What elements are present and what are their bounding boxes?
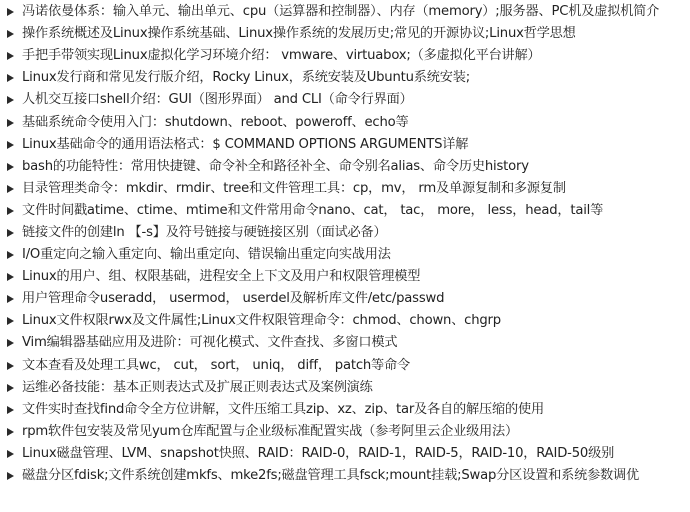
list-item xyxy=(0,399,690,421)
list-item-text: Linux文件权限rwx及文件属性;Linux文件权限管理命令：chmod、chown、chgrp xyxy=(22,313,501,329)
list-item xyxy=(0,200,690,222)
list-item-text: 文件实时查找find命令全方位讲解，文件压缩工具zip、xz、zip、tar及各自的解压缩的使用 xyxy=(22,401,544,417)
triangle-bullet-icon xyxy=(7,339,14,347)
list-item xyxy=(0,156,690,178)
triangle-bullet-icon xyxy=(7,251,14,259)
list-item-text: 冯诺依曼体系：输入单元、输出单元、cpu（运算器和控制器）、内存（memory）;服务器、PC机及虚拟机简介 xyxy=(22,4,660,20)
triangle-bullet-icon xyxy=(7,52,14,60)
list-item xyxy=(0,465,690,487)
list-item xyxy=(0,178,690,200)
triangle-bullet-icon xyxy=(7,8,14,16)
list-item xyxy=(0,288,690,310)
list-item xyxy=(0,310,690,332)
triangle-bullet-icon xyxy=(7,30,14,38)
triangle-bullet-icon xyxy=(7,384,14,392)
list-item-text: Linux基础命令的通用语法格式：$ COMMAND OPTIONS ARGUMENTS详解 xyxy=(22,136,469,152)
list-item-text: 基础系统命令使用入门：shutdown、reboot、poweroff、echo等 xyxy=(22,114,409,130)
list-item xyxy=(0,23,690,45)
list-item xyxy=(0,89,690,111)
list-item xyxy=(0,377,690,399)
list-item xyxy=(0,355,690,377)
list-item xyxy=(0,244,690,266)
triangle-bullet-icon xyxy=(7,96,14,104)
triangle-bullet-icon xyxy=(7,472,14,480)
triangle-bullet-icon xyxy=(7,406,14,414)
list-item xyxy=(0,222,690,244)
triangle-bullet-icon xyxy=(7,450,14,458)
list-item-text: 文件时间戳atime、ctime、mtime和文件常用命令nano、cat， tac， more， less，head，tail等 xyxy=(22,202,604,218)
list-item xyxy=(0,111,690,133)
triangle-bullet-icon xyxy=(7,428,14,436)
list-item-text: 磁盘分区fdisk;文件系统创建mkfs、mke2fs;磁盘管理工具fsck;mount挂载;Swap分区设置和系统参数调优 xyxy=(22,468,640,484)
triangle-bullet-icon xyxy=(7,295,14,303)
list-item xyxy=(0,266,690,288)
list-item-text: 人机交互接口shell介绍：GUI（图形界面） and CLI（命令行界面） xyxy=(22,92,413,108)
list-item-text: Linux磁盘管理、LVM、snapshot快照、RAID：RAID-0，RAID-1，RAID-5，RAID-10，RAID-50级别 xyxy=(22,445,615,461)
list-item xyxy=(0,134,690,156)
list-item-text: 链接文件的创建ln 【-s】及符号链接与硬链接区别（面试必备） xyxy=(22,224,387,240)
list-item-text: 用户管理命令useradd， usermod， userdel及解析库文件/etc/passwd xyxy=(22,291,445,307)
triangle-bullet-icon xyxy=(7,362,14,370)
triangle-bullet-icon xyxy=(7,273,14,281)
list-item xyxy=(0,443,690,465)
triangle-bullet-icon xyxy=(7,229,14,237)
list-item-text: 运维必备技能：基本正则表达式及扩展正则表达式及案例演练 xyxy=(22,379,373,395)
list-item xyxy=(0,421,690,443)
list-item-text: Linux的用户、组、权限基础，进程安全上下文及用户和权限管理模型 xyxy=(22,269,421,285)
list-item-text: 目录管理类命令：mkdir、rmdir、tree和文件管理工具：cp，mv， rm及单源复制和多源复制 xyxy=(22,180,566,196)
list-item-text: rpm软件包安装及常见yum仓库配置与企业级标准配置实战（参考阿里云企业级用法） xyxy=(22,423,519,439)
triangle-bullet-icon xyxy=(7,163,14,171)
list-item-text: Vim编辑器基础应用及进阶：可视化模式、文件查找、多窗口模式 xyxy=(22,335,398,351)
triangle-bullet-icon xyxy=(7,74,14,82)
list-item-text: bash的功能特性：常用快捷键、命令补全和路径补全、命令别名alias、命令历史history xyxy=(22,158,529,174)
list-item-text: 手把手带领实现Linux虚拟化学习环境介绍： vmware、virtuabox;（多虚拟化平台讲解） xyxy=(22,48,541,64)
list-item-text: Linux发行商和常见发行版介绍，Rocky Linux，系统安装及Ubuntu系统安装; xyxy=(22,70,470,86)
list-item xyxy=(0,332,690,354)
list-item-text: 操作系统概述及Linux操作系统基础、Linux操作系统的发展历史;常见的开源协议;Linux哲学思想 xyxy=(22,26,576,42)
triangle-bullet-icon xyxy=(7,207,14,215)
course-outline-list xyxy=(0,1,690,487)
list-item xyxy=(0,1,690,23)
list-item xyxy=(0,67,690,89)
list-item-text: 文本查看及处理工具wc， cut， sort， uniq， diff， patch等命令 xyxy=(22,357,410,373)
list-item-text: I/O重定向之输入重定向、输出重定向、错误输出重定向实战用法 xyxy=(22,247,391,263)
triangle-bullet-icon xyxy=(7,119,14,127)
triangle-bullet-icon xyxy=(7,317,14,325)
triangle-bullet-icon xyxy=(7,141,14,149)
triangle-bullet-icon xyxy=(7,185,14,193)
list-item xyxy=(0,45,690,67)
